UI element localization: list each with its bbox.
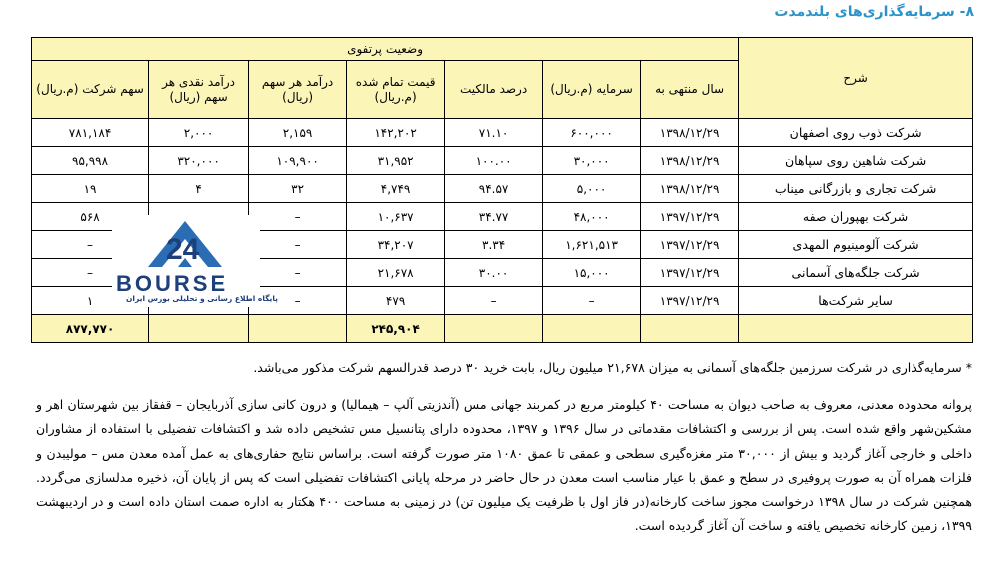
row-capital: ۱,۶۲۱,۵۱۳ bbox=[543, 231, 641, 259]
row-ownership: ۱۰۰.۰۰ bbox=[445, 147, 543, 175]
row-share: ۱ bbox=[32, 287, 149, 315]
row-year: ۱۳۹۷/۱۲/۲۹ bbox=[641, 231, 739, 259]
table-row bbox=[32, 119, 973, 147]
total-empty-cell bbox=[543, 315, 641, 343]
table-row bbox=[32, 175, 973, 203]
row-year: ۱۳۹۷/۱۲/۲۹ bbox=[641, 259, 739, 287]
row-capital: ۵,۰۰۰ bbox=[543, 175, 641, 203]
row-cost: ۲۱,۶۷۸ bbox=[347, 259, 445, 287]
row-ownership: ۳۴.۷۷ bbox=[445, 203, 543, 231]
row-eps: ۳۲ bbox=[249, 175, 347, 203]
section-title: ۸- سرمایه‌گذاری‌های بلندمدت bbox=[774, 4, 974, 20]
row-ownership: – bbox=[445, 287, 543, 315]
bourse-24-mark-icon bbox=[140, 215, 230, 273]
row-capital: ۶۰۰,۰۰۰ bbox=[543, 119, 641, 147]
row-cost: ۱۴۲,۲۰۲ bbox=[347, 119, 445, 147]
row-eps: – bbox=[249, 203, 347, 231]
watermark-subtitle: پایگاه اطلاع رسانی و تحلیلی بورس ایران bbox=[126, 294, 278, 303]
total-row bbox=[32, 315, 973, 343]
header-capital: سرمایه (م.ریال) bbox=[543, 61, 641, 119]
description-paragraph: پروانه محدوده معدنی، معروف به صاحب دیوان به مساحت ۴۰ کیلومتر مربع در کمربند جهانی مس (آندزیتی آلپ – هیمالیا) و درون کانی سازی آذربایجان – قفقاز بین شهرستان اهر و مشکین‌شهر واقع شده است. پس از بررسی و اکتشافات مقدماتی در سال ۱۳۹۶ و ۱۳۹۷، محدوده دارای پتانسیل مس تشخیص داده شد و اکتشافات تفضیلی با استفاده از مشاوران داخلی و خارجی آغاز گردید و بیش از ۳۰,۰۰۰ متر مغزه‌گیری سطحی و عمقی تا عمق ۱۰۸۰ متر صورت گرفته است. براساس نتایج حفاری‌های به عمل آمده معدن مس – مولیبدن و فلزات همراه آن به صورت پروفیری در سطح و عمق با عیار مناسب است معدن در حال حاضر در مرحله پایانی اکتشافات تفضیلی است که پس از پایان آن، ذخیره مدلسازی می‌گردد. همچنین شرکت در سال ۱۳۹۸ درخواست مجوز ساخت کارخانه(در فاز اول با ظرفیت یک میلیون تن) در زمینی به مساحت ۴۰۰ هکتار به اداره صمت استان داده است و در اردیبهشت ۱۳۹۹، زمین کارخانه تخصیص یافته و ساخت آن آغاز گردیده است. bbox=[36, 397, 972, 534]
row-ownership: ۳.۳۴ bbox=[445, 231, 543, 259]
row-eps: – bbox=[249, 259, 347, 287]
row-dps: ۳۲۰,۰۰۰ bbox=[149, 147, 249, 175]
total-empty-cell bbox=[445, 315, 543, 343]
header-cost: قیمت تمام شده (م.ریال) bbox=[347, 61, 445, 119]
row-capital: – bbox=[543, 287, 641, 315]
total-label-cell bbox=[739, 315, 973, 343]
header-ownership: درصد مالکیت bbox=[445, 61, 543, 119]
footnote: * سرمایه‌گذاری در شرکت سرزمین جلگه‌های آسمانی به میزان ۲۱,۶۷۸ میلیون ریال، بابت خرید ۳۰ درصد قدرالسهم شرکت مذکور می‌باشد. bbox=[253, 360, 972, 375]
row-ownership: ۹۴.۵۷ bbox=[445, 175, 543, 203]
row-name: شرکت جلگه‌های آسمانی bbox=[739, 259, 973, 287]
row-name: شرکت تجاری و بازرگانی میناب bbox=[739, 175, 973, 203]
total-share: ۸۷۷,۷۷۰ bbox=[32, 315, 149, 343]
row-dps: ۲,۰۰۰ bbox=[149, 119, 249, 147]
row-year: ۱۳۹۸/۱۲/۲۹ bbox=[641, 119, 739, 147]
row-cost: ۴۷۹ bbox=[347, 287, 445, 315]
row-dps: ۴ bbox=[149, 175, 249, 203]
table-row bbox=[32, 147, 973, 175]
row-cost: ۴,۷۴۹ bbox=[347, 175, 445, 203]
row-eps: ۲,۱۵۹ bbox=[249, 119, 347, 147]
row-name: شرکت آلومینیوم المهدی bbox=[739, 231, 973, 259]
header-year: سال منتهی به bbox=[641, 61, 739, 119]
svg-text:24: 24 bbox=[166, 233, 200, 266]
header-eps: درآمد هر سهم (ریال) bbox=[249, 61, 347, 119]
row-name: شرکت ذوب روی اصفهان bbox=[739, 119, 973, 147]
header-portfolio: وضعیت پرتفوی bbox=[32, 38, 739, 61]
total-empty-cell bbox=[249, 315, 347, 343]
row-eps: ۱۰۹,۹۰۰ bbox=[249, 147, 347, 175]
row-name: سایر شرکت‌ها bbox=[739, 287, 973, 315]
bourse-watermark-logo bbox=[112, 215, 278, 307]
row-capital: ۱۵,۰۰۰ bbox=[543, 259, 641, 287]
row-cost: ۱۰,۶۳۷ bbox=[347, 203, 445, 231]
header-dps: درآمد نقدی هر سهم (ریال) bbox=[149, 61, 249, 119]
row-year: ۱۳۹۸/۱۲/۲۹ bbox=[641, 147, 739, 175]
watermark-word: BOURSE bbox=[116, 271, 229, 296]
row-share: ۱۹ bbox=[32, 175, 149, 203]
row-name: شرکت بهپوران صفه bbox=[739, 203, 973, 231]
row-ownership: ۷۱.۱۰ bbox=[445, 119, 543, 147]
row-share: ۹۵,۹۹۸ bbox=[32, 147, 149, 175]
row-eps: – bbox=[249, 287, 347, 315]
header-share: سهم شرکت (م.ریال) bbox=[32, 61, 149, 119]
total-empty-cell bbox=[149, 315, 249, 343]
row-ownership: ۳۰.۰۰ bbox=[445, 259, 543, 287]
row-cost: ۳۴,۲۰۷ bbox=[347, 231, 445, 259]
total-empty-cell bbox=[641, 315, 739, 343]
row-name: شرکت شاهین روی سپاهان bbox=[739, 147, 973, 175]
row-share: – bbox=[32, 231, 149, 259]
total-cost: ۲۴۵,۹۰۴ bbox=[347, 315, 445, 343]
row-eps: – bbox=[249, 231, 347, 259]
row-year: ۱۳۹۸/۱۲/۲۹ bbox=[641, 175, 739, 203]
row-year: ۱۳۹۷/۱۲/۲۹ bbox=[641, 287, 739, 315]
row-share: – bbox=[32, 259, 149, 287]
row-share: ۵۶۸ bbox=[32, 203, 149, 231]
row-cost: ۳۱,۹۵۲ bbox=[347, 147, 445, 175]
row-share: ۷۸۱,۱۸۴ bbox=[32, 119, 149, 147]
row-capital: ۴۸,۰۰۰ bbox=[543, 203, 641, 231]
row-year: ۱۳۹۷/۱۲/۲۹ bbox=[641, 203, 739, 231]
header-sharh: شرح bbox=[739, 38, 973, 119]
row-capital: ۳۰,۰۰۰ bbox=[543, 147, 641, 175]
